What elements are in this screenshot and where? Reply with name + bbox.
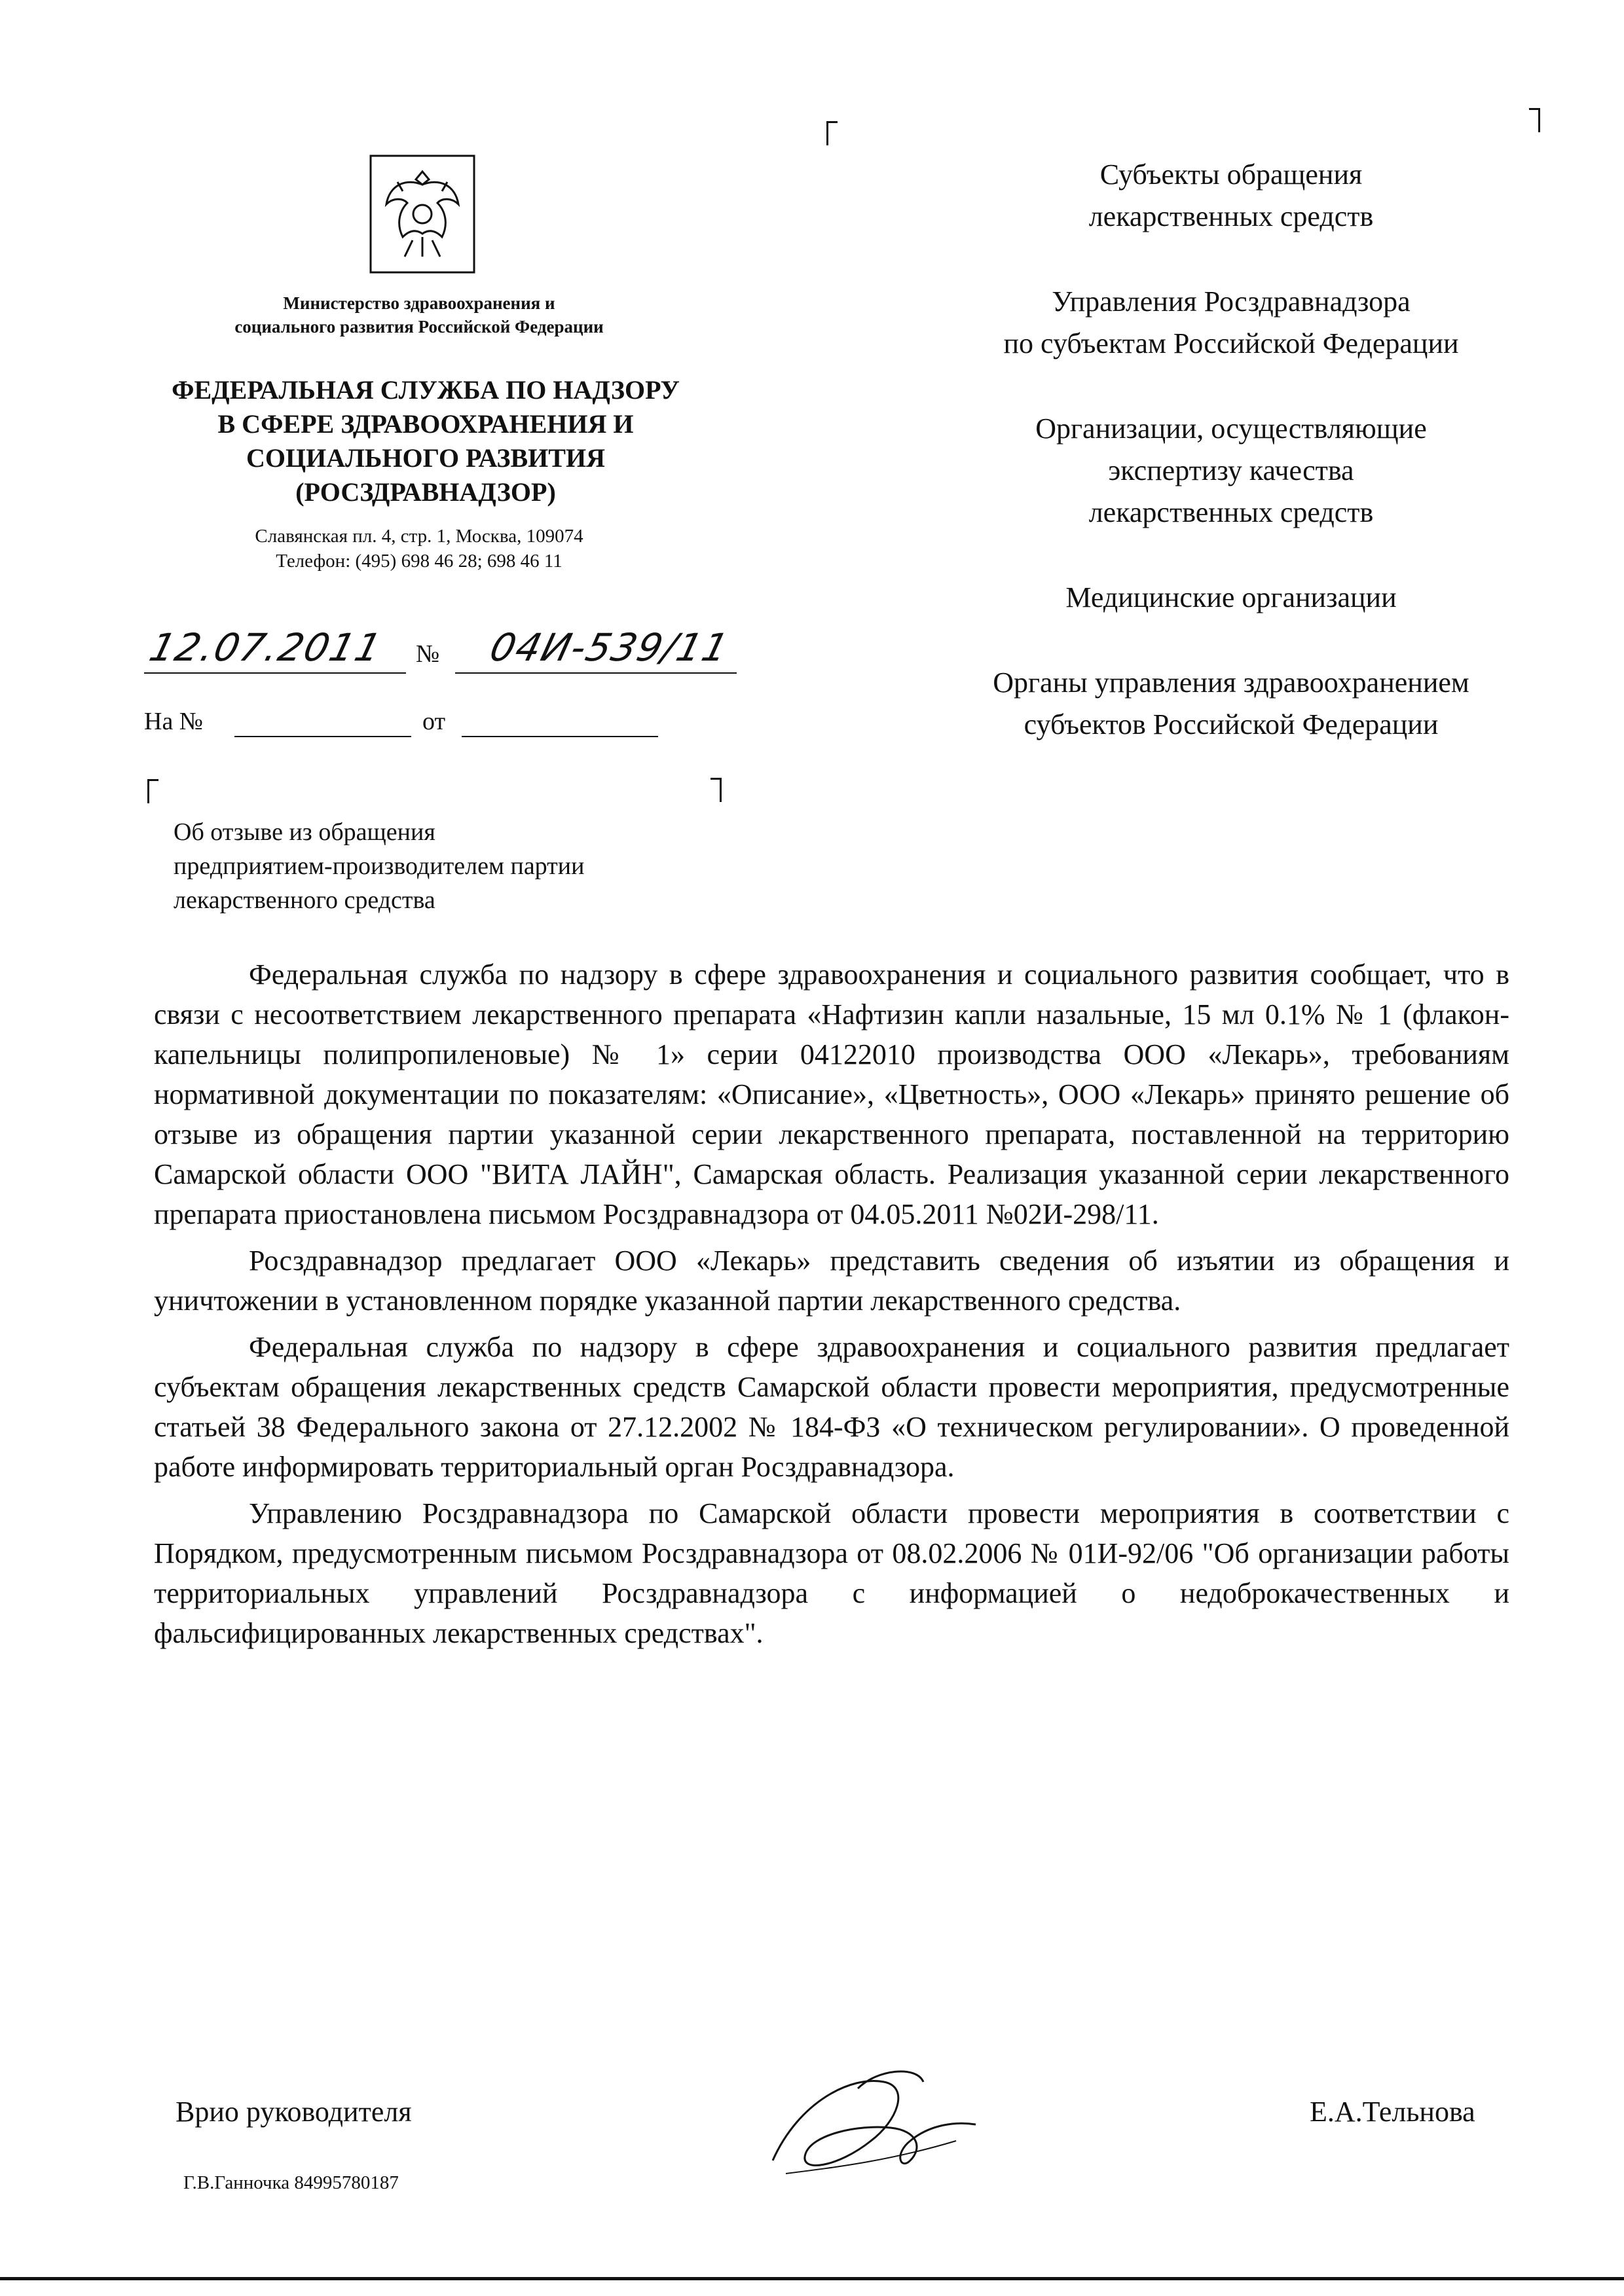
corner-mark <box>710 778 722 802</box>
letter-body <box>154 955 1509 1660</box>
signatory-position: Врио руководителя <box>175 2096 412 2128</box>
agency-address: Славянская пл. 4, стр. 1, Москва, 109074 Телефон: (495) 698 46 28; 698 46 11 <box>255 526 583 572</box>
signature-icon <box>760 2062 995 2187</box>
registration-line <box>144 625 760 678</box>
bottom-rule <box>0 2277 1624 2280</box>
ref-from-label: от <box>422 708 446 735</box>
body-paragraph: Федеральная служба по надзору в сфере здравоохранения и социального развития сообщает, что в связи с несоответствием лекарственного препарата «Нафтизин капли назальные, 15 мл 0.1% № 1 (флакон-капельницы полипропиленовые) № 1» серии 04122010 производства ООО «Лекарь», требованиям нормативной документации по показателям: «Описание», «Цветность», ООО «Лекарь» принято решение об отзыве из обращения партии указанной серии лекарственного препарата, поставленной на территорию Самарской области ООО "ВИТА ЛАЙН", Самарская область. Реализация указанной серии лекарственного препарата приостановлена письмом Росздравнадзора от 04.05.2011 №02И-298/11. <box>154 958 1509 1230</box>
agency-name: ФЕДЕРАЛЬНАЯ СЛУЖБА ПО НАДЗОРУ В СФЕРЕ ЗДРАВООХРАНЕНИЯ И СОЦИАЛЬНОГО РАЗВИТИЯ (РОСЗДРАВНАДЗОР) <box>172 375 680 507</box>
corner-mark <box>1529 108 1540 132</box>
executor-contact: Г.В.Ганночка 84995780187 <box>183 2172 399 2193</box>
recipients-block <box>884 154 1578 789</box>
recipient: Органы управления здравоохранением субъектов Российской Федерации <box>993 666 1469 740</box>
recipient: Управления Росздравнадзора по субъектам Российской Федерации <box>1003 285 1459 359</box>
letter-subject: Об отзыве из обращения предприятием-производителем партии лекарственного средства <box>174 818 585 914</box>
corner-mark <box>147 779 158 803</box>
recipient: Организации, осуществляющие экспертизу качества лекарственных средств <box>1035 412 1427 528</box>
registration-number: 04И-539/11 <box>485 625 734 670</box>
ref-number-label: На № <box>144 708 204 735</box>
body-paragraph: Управлению Росздравнадзора по Самарской области провести мероприятия в соответствии с Порядком, предусмотренным письмом Росздравнадзора от 08.02.2006 № 01И-92/06 "Об организации работы территориальных управлений Росздравнадзора с информацией о недоброкачественных и фальсифицированных лекарственных средствах". <box>154 1497 1509 1649</box>
reference-line <box>144 707 733 746</box>
registration-date: 12.07.2011 <box>145 625 387 670</box>
number-label: № <box>416 640 440 668</box>
body-paragraph: Росздравнадзор предлагает ООО «Лекарь» представить сведения об изъятии из обращения и уничтожении в установленном порядке указанной партии лекарственного средства. <box>154 1245 1509 1317</box>
ministry-name: Министерство здравоохранения и социального развития Российской Федерации <box>234 293 604 337</box>
coat-of-arms-icon <box>367 152 478 276</box>
corner-mark <box>826 121 838 145</box>
signatory-name: Е.А.Тельнова <box>1310 2096 1475 2128</box>
recipient: Медицинские организации <box>1065 581 1397 613</box>
recipient: Субъекты обращения лекарственных средств <box>1088 158 1374 232</box>
body-paragraph: Федеральная служба по надзору в сфере здравоохранения и социального развития предлагает субъектам обращения лекарственных средств Самарской области провести мероприятия, предусмотренные статьей 38 Федерального закона от 27.12.2002 № 184-ФЗ «О техническом регулировании». О проведенной работе информировать территориальный орган Росздравнадзора. <box>154 1331 1509 1483</box>
